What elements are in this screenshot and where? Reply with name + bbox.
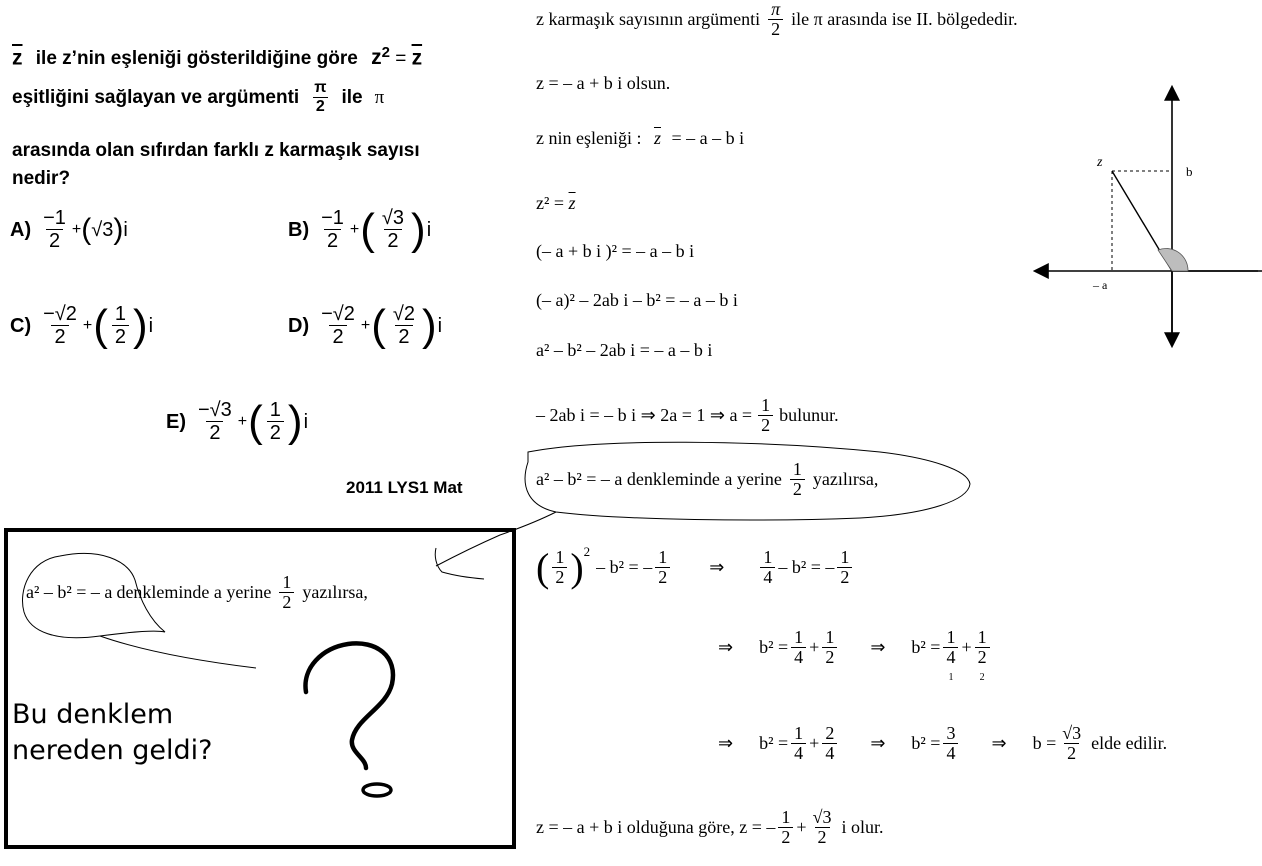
text: a² – b² = – a denkleminde a yerine xyxy=(536,469,782,490)
solution-line-10: ( $\frac{1}{2}$ ) $^2$ – b² = – $\frac{1}{2}$ ⇒ $\frac{1}{4}$ – b² = – $\frac{1}{2}$ xyxy=(536,544,855,591)
question-mark-icon xyxy=(305,643,393,768)
sqrt3: √3 xyxy=(91,218,114,241)
denominator: 4 xyxy=(822,743,837,764)
question-text-2b: ile xyxy=(341,86,363,108)
denominator: 2 xyxy=(46,229,63,252)
plus-sign: + xyxy=(82,317,93,334)
pointer-stroke xyxy=(436,512,556,566)
text: b² = xyxy=(911,733,941,754)
imaginary-unit: i xyxy=(148,314,154,337)
exponent-2: 2 xyxy=(381,44,390,61)
numerator: 1 xyxy=(781,807,791,827)
pi-symbol: π xyxy=(314,79,327,96)
numerator: −1 xyxy=(43,207,66,229)
numerator: 1 xyxy=(269,399,281,421)
denominator: 4 xyxy=(943,743,958,764)
question-line-4: nedir? xyxy=(12,168,71,189)
numerator: −√3 xyxy=(198,399,232,421)
text: z = – a + b i olduğuna göre, z = – xyxy=(536,817,776,838)
numerator: 2 xyxy=(825,723,835,743)
choice-d[interactable]: D) $\frac{-√2}{2}$ + ( $\frac{√2}{2}$ ) i xyxy=(288,301,443,350)
denominator: 2 xyxy=(279,592,294,613)
highlight-ellipse xyxy=(525,442,970,520)
implies-arrow: ⇒ xyxy=(718,637,734,658)
choice-label: C) xyxy=(10,314,32,337)
text: b² = xyxy=(911,637,941,658)
neg-a-label: – a xyxy=(1093,278,1108,292)
text: b² = xyxy=(759,733,789,754)
imaginary-unit: i xyxy=(303,410,309,433)
denominator: 2 xyxy=(51,325,68,348)
text: yazılırsa, xyxy=(812,469,879,490)
implies-arrow: ⇒ xyxy=(709,557,725,577)
choice-label: A) xyxy=(10,218,32,241)
numerator: 1 xyxy=(282,572,292,592)
denominator: 2 xyxy=(329,325,346,348)
choice-a[interactable]: A) $\frac{-1}{2}$ + ( √3 ) i xyxy=(10,207,128,252)
equals-sign: = xyxy=(395,48,407,70)
text: bulunur. xyxy=(779,405,839,426)
snippet-tail xyxy=(100,636,256,668)
denominator: 2 xyxy=(837,567,852,588)
text: elde edilir. xyxy=(1091,733,1168,754)
denominator: 2 xyxy=(384,229,401,252)
question-mark-dot xyxy=(363,784,391,796)
denominator: 2 xyxy=(324,229,341,252)
numerator: π xyxy=(771,0,781,19)
z-squared: z xyxy=(371,46,382,70)
denominator: 2 xyxy=(790,479,805,500)
question-line-3: arasında olan sıfırdan farklı z karmaşık sayısı xyxy=(12,140,420,161)
implies-arrow: ⇒ xyxy=(870,733,886,754)
imaginary-unit: i xyxy=(437,314,443,337)
implies-arrow: ⇒ xyxy=(718,733,734,754)
numerator: 1 xyxy=(946,627,956,647)
denominator: 2 xyxy=(112,325,129,348)
denominator: 2 xyxy=(395,325,412,348)
numerator: 1 xyxy=(763,546,773,567)
numerator: −√2 xyxy=(321,303,355,325)
solution-line-6: (– a)² – 2ab i – b² = – a – b i xyxy=(536,290,738,310)
pi-symbol-2: π xyxy=(374,86,385,108)
z-point-label: z xyxy=(1097,155,1103,170)
denominator: 2 xyxy=(655,567,670,588)
text: = – a – b i xyxy=(671,128,745,148)
text: denkleminde a yerine xyxy=(116,582,272,603)
plus-sign: + xyxy=(349,221,360,238)
text: z karmaşık sayısının argümenti xyxy=(536,9,761,30)
z-conjugate: $\overline{z}$ xyxy=(653,128,661,148)
denominator: 2 xyxy=(815,827,830,848)
text: yazılırsa, xyxy=(302,582,368,603)
solution-line-7: a² – b² – 2ab i = – a – b i xyxy=(536,340,713,360)
text: – 2ab i = – b i ⇒ 2a = 1 ⇒ a = xyxy=(536,405,753,426)
text: b² = xyxy=(759,637,789,658)
denominator: 2 xyxy=(822,647,837,668)
choice-label: B) xyxy=(288,218,310,241)
numerator: 1 xyxy=(794,627,804,647)
plus-sign: + xyxy=(809,637,820,658)
numerator: −√2 xyxy=(43,303,77,325)
numerator: 1 xyxy=(792,459,802,479)
denominator: 2 xyxy=(206,421,223,444)
denominator: 4 xyxy=(791,743,806,764)
numerator: √3 xyxy=(1062,723,1082,743)
solution-line-2: z = – a + b i olsun. xyxy=(536,73,671,93)
question-text-2a: eşitliğini sağlayan ve argümenti xyxy=(12,86,300,108)
text: z nin eşleniği : xyxy=(536,128,642,148)
denominator: 4 xyxy=(943,647,958,668)
denominator: 2 xyxy=(267,421,284,444)
implies-arrow: ⇒ xyxy=(991,733,1007,754)
question-line-1: Bu denklem xyxy=(12,699,174,730)
denominator: 2 xyxy=(778,827,793,848)
source-label: 2011 LYS1 Mat xyxy=(346,478,463,497)
text: – b² = – xyxy=(596,557,653,577)
text: b = xyxy=(1032,733,1057,754)
question-text-1: ile z’nin eşleniği gösterildiğine göre xyxy=(35,48,358,70)
plus-sign: + xyxy=(809,733,820,754)
numerator: 1 xyxy=(114,303,127,325)
denominator: 2 xyxy=(1064,743,1079,764)
plus-sign: + xyxy=(237,413,248,430)
numerator: 1 xyxy=(977,627,987,647)
numerator: √3 xyxy=(812,807,832,827)
denominator: 2 xyxy=(758,415,773,436)
pointer-stroke-2 xyxy=(435,548,484,579)
snippet-loop xyxy=(23,553,166,637)
denominator-2: 2 xyxy=(313,97,328,116)
choice-b[interactable]: B) $\frac{-1}{2}$ + ( $\frac{√3}{2}$ ) i xyxy=(288,205,432,254)
plus-sign: + xyxy=(796,817,807,838)
numerator: −1 xyxy=(321,207,344,229)
denominator: 4 xyxy=(760,567,775,588)
imaginary-unit: i xyxy=(426,218,432,241)
text: a² – b² = – a xyxy=(26,582,113,603)
denominator: 2 xyxy=(768,19,783,40)
choice-label: D) xyxy=(288,314,310,337)
z-conjugate: $\overline{z}$ xyxy=(568,193,576,213)
solution-line-5: (– a + b i )² = – a – b i xyxy=(536,241,695,261)
numerator: √2 xyxy=(392,303,415,325)
numerator: 1 xyxy=(761,395,771,415)
text: – b² = – xyxy=(778,557,835,577)
numerator: 1 xyxy=(825,627,835,647)
numerator: 1 xyxy=(840,546,850,567)
z-conjugate-rhs: $\overline{z}$ xyxy=(411,46,423,70)
imaginary-unit: i xyxy=(123,218,128,241)
text: ile π arasında ise II. bölgededir. xyxy=(791,9,1018,30)
denominator: 2 xyxy=(975,647,990,668)
b-label: b xyxy=(1186,164,1193,179)
choice-c[interactable]: C) $\frac{-√2}{2}$ + ( $\frac{1}{2}$ ) i xyxy=(10,301,154,350)
numerator: √3 xyxy=(381,207,405,229)
numerator: 1 xyxy=(794,723,804,743)
exponent: 2 xyxy=(583,544,591,559)
text: i olur. xyxy=(841,817,884,838)
numerator: 3 xyxy=(946,723,956,743)
denominator: 4 xyxy=(791,647,806,668)
z-conjugate: $\overline{z}$ xyxy=(12,46,23,70)
implies-arrow: ⇒ xyxy=(870,637,886,658)
numerator: 1 xyxy=(555,546,565,567)
plus-sign: + xyxy=(961,637,972,658)
numerator: 1 xyxy=(658,546,668,567)
question-line-2: nereden geldi? xyxy=(12,735,213,767)
plus-sign: + xyxy=(360,317,371,334)
multiplier: 2 xyxy=(979,672,985,683)
multiplier: 1 xyxy=(948,672,954,683)
choice-label: E) xyxy=(166,410,186,433)
text: z² = xyxy=(536,193,565,213)
choice-e[interactable]: E) $\frac{-√3}{2}$ + ( $\frac{1}{2}$ ) i xyxy=(166,397,309,446)
denominator: 2 xyxy=(552,567,567,588)
plus-sign: + xyxy=(71,221,82,238)
